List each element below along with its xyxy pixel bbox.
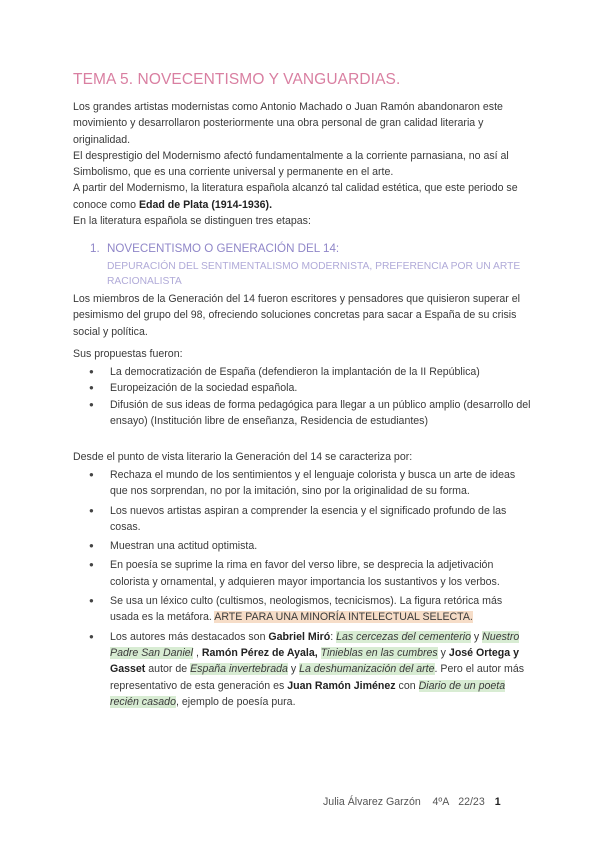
edad-de-plata: Edad de Plata (1914-1936).	[138, 198, 273, 211]
work-title: Tinieblas en las cumbres	[320, 646, 438, 659]
author-name: Gabriel Miró	[268, 630, 331, 643]
members-paragraph	[73, 291, 531, 340]
highlight-minority-art: ARTE PARA UNA MINORÍA INTELECTUAL SELECTA.	[214, 611, 473, 624]
section-number: 1.	[90, 242, 100, 255]
list-item	[73, 593, 531, 626]
list-item: ● La democratización de España (defendieron la implantación de la II República)	[73, 364, 531, 380]
work-title: Diario de un poeta recién casado	[110, 679, 506, 708]
feature-text: Se usa un léxico culto (cultismos, neologismos, tecnicismos). La figura retórica más usada es la metáfora.	[110, 595, 503, 624]
intro-text-run: A partir del Modernismo, la literatura española alcanzó tal calidad estética, que este periodo se conoce como	[73, 182, 518, 211]
author-name: Ramón Pérez de Ayala,	[201, 646, 318, 659]
list-item: ● Difusión de sus ideas de forma pedagógica para llegar a un público amplio (desarrollo del ensayo) (Institución libre de enseñanza, Residencia de estudiantes)	[73, 397, 531, 430]
author-name: José Ortega y Gasset	[110, 646, 519, 676]
feature-text: con	[395, 679, 419, 692]
feature-text: ,	[193, 646, 202, 659]
work-title: Las cercezas del cementerio	[336, 630, 471, 643]
list-item: ● Rechaza el mundo de los sentimientos y el lenguaje colorista y busca un arte de ideas que nos sorprendan, no por la imitación, sino por la originalidad de su forma.	[73, 467, 531, 500]
intro-paragraph: El desprestigio del Modernismo afectó fundamentalmente a la corriente parnasiana, no así al Simbolismo, que es una corriente universal y permanente en el arte.	[73, 149, 509, 179]
list-item: ● En poesía se suprime la rima en favor del verso libre, se desprecia la adjetivación colorista y ornamental, y adquieren mayor importancia los sustantivos y los verbos.	[73, 557, 531, 590]
feature-text: autor de	[145, 663, 191, 676]
list-item: ● Los nuevos artistas aspiran a comprender la esencia y el significado profundo de las cosas.	[73, 503, 531, 536]
work-title: La deshumanización del arte	[299, 663, 435, 676]
work-title: Nuestro Padre San Daniel	[110, 630, 520, 659]
feature-text: :	[330, 630, 337, 643]
section-title: NOVECENTISMO O GENERACIÓN DEL 14:	[107, 242, 340, 255]
members-text: Los miembros de la Generación del 14 fueron escritores y pensadores que quisieron superar el pesimismo del grupo del 98, ofreciendo soluciones concretas para sacar a España de su crisis social y política.	[73, 293, 520, 338]
page-footer	[323, 796, 501, 808]
section-subtitle: DEPURACIÓN DEL SENTIMENTALISMO MODERNISTA, PREFERENCIA POR UN ARTE RACIONALISTA	[107, 261, 521, 287]
proposals-label: Sus propuestas fueron:	[73, 348, 183, 360]
list-item: ● Europeización de la sociedad española.	[73, 380, 531, 396]
author-name: Juan Ramón Jiménez	[287, 679, 396, 692]
intro-paragraph: Los grandes artistas modernistas como Antonio Machado o Juan Ramón abandonaron este movimiento y desarrollaron posteriormente una obra personal de gran calidad literaria y originalidad.	[73, 101, 503, 146]
feature-text: y	[470, 630, 483, 643]
page-number: 1	[494, 796, 501, 808]
footer-author: Julia Álvarez Garzón	[323, 796, 421, 808]
proposals-list	[73, 364, 531, 429]
literary-label: Desde el punto de vista literario la Generación del 14 se caracteriza por:	[73, 451, 413, 463]
intro-paragraph: En la literatura española se distinguen tres etapas:	[73, 215, 311, 228]
intro-text	[73, 99, 531, 229]
intro-paragraph	[73, 180, 531, 213]
feature-text: , ejemplo de poesía pura.	[175, 695, 296, 708]
feature-text: Los autores más destacados son	[110, 630, 269, 643]
features-list	[73, 467, 531, 710]
work-title: España invertebrada	[190, 663, 288, 676]
feature-text: y	[287, 663, 300, 676]
footer-year: 22/23	[458, 796, 485, 808]
list-item: ● Muestran una actitud optimista.	[73, 538, 531, 554]
feature-text: . Pero el autor más representativo de esta generación es	[110, 663, 525, 692]
page-title: TEMA 5. NOVECENTISMO Y VANGUARDIAS.	[73, 71, 401, 88]
footer-course: 4ºA	[432, 796, 450, 808]
feature-text: y	[437, 646, 449, 659]
list-item	[73, 629, 531, 710]
